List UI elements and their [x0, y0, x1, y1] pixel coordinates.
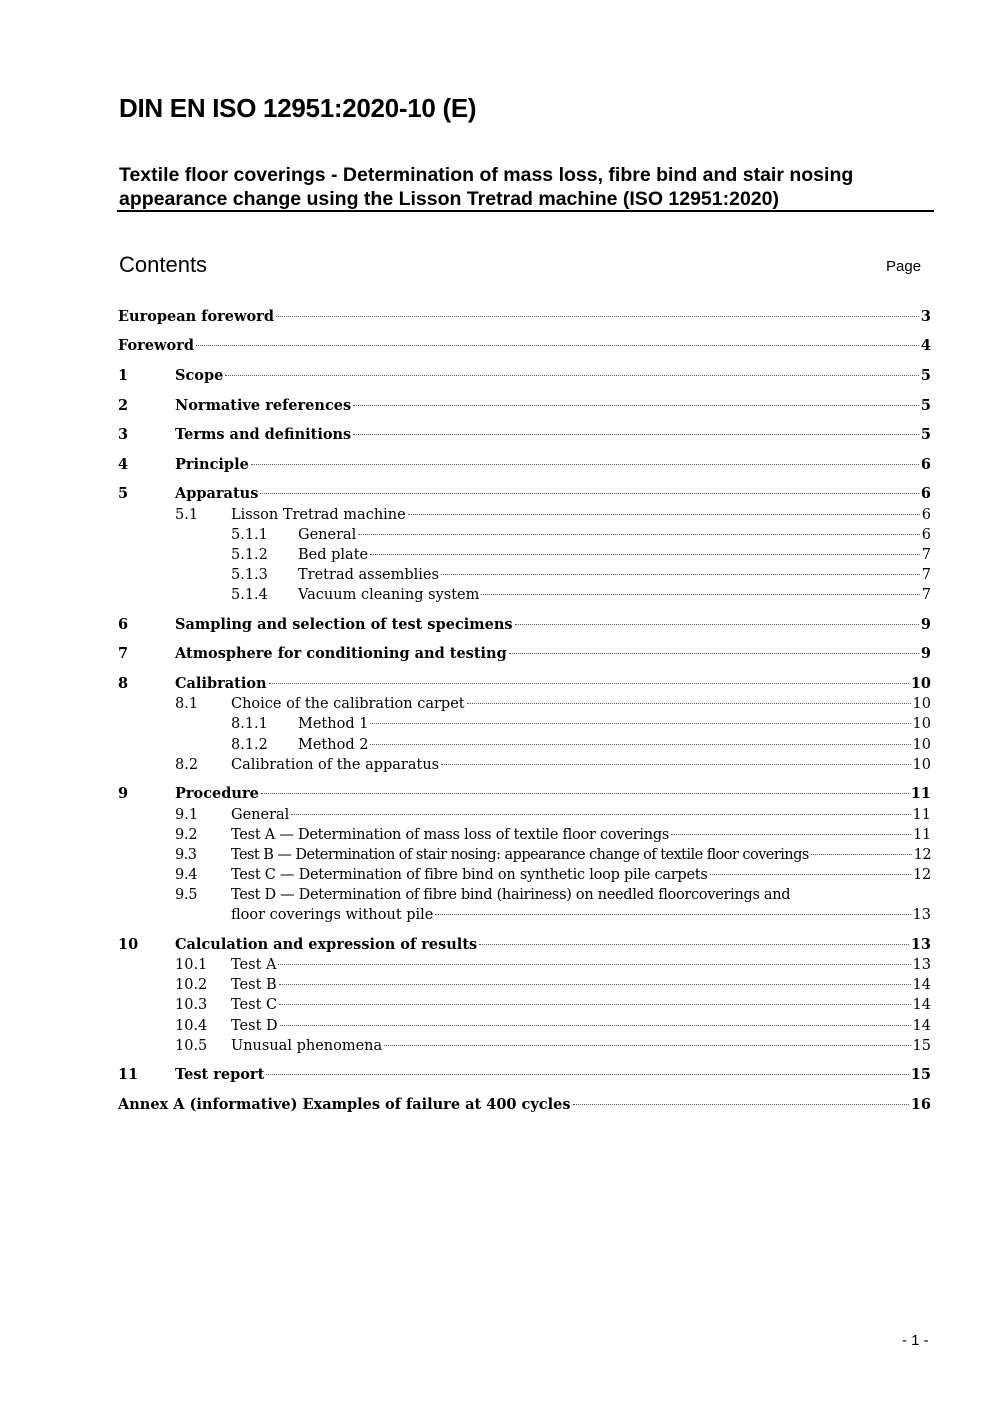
toc-title: Vacuum cleaning system	[298, 587, 480, 603]
toc-title: European foreword	[118, 308, 274, 325]
toc-number: 8.2	[175, 757, 199, 773]
toc-title: Method 1	[298, 716, 369, 732]
toc-title: Annex A (informative) Examples of failure at 400 cycles	[118, 1096, 571, 1113]
toc-page: 10	[910, 675, 931, 692]
toc-entry-9-5[interactable]	[118, 885, 931, 905]
toc-number: 5.1.3	[231, 567, 268, 583]
toc-entry-5-1-1[interactable]	[118, 525, 931, 545]
toc-entry-foreword[interactable]	[118, 336, 931, 356]
dot-leader	[811, 853, 912, 855]
page-number: - 1 -	[902, 1332, 929, 1349]
toc-entry-11[interactable]	[118, 1065, 931, 1085]
toc-title: Sampling and selection of test specimens	[175, 616, 513, 633]
toc-number: 11	[118, 1066, 139, 1083]
dot-leader	[260, 492, 919, 494]
toc-page: 16	[910, 1096, 931, 1113]
toc-number: 10.1	[175, 957, 208, 973]
toc-number: 2	[118, 397, 129, 414]
toc-entry-10-1[interactable]	[118, 955, 931, 975]
toc-page: 5	[920, 426, 931, 443]
dot-leader	[278, 963, 910, 965]
toc-number: 1	[118, 367, 129, 384]
toc-entry-9-4[interactable]	[118, 865, 931, 885]
toc-title: Terms and definitions	[175, 426, 352, 443]
dot-leader	[276, 315, 919, 317]
toc-number: 9	[118, 785, 129, 802]
toc-entry-5-1-3[interactable]	[118, 565, 931, 585]
toc-entry-10-2[interactable]	[118, 975, 931, 995]
toc-page: 6	[921, 527, 931, 543]
toc-page: 3	[920, 308, 931, 325]
toc-page: 14	[912, 977, 931, 993]
toc-title: Principle	[175, 456, 249, 473]
dot-leader	[251, 463, 919, 465]
toc-entry-8[interactable]	[118, 674, 931, 694]
subtitle-line-2: appearance change using the Lisson Tretrad machine (ISO 12951:2020)	[119, 188, 779, 210]
toc-page: 13	[910, 936, 931, 953]
dot-leader	[573, 1103, 909, 1105]
toc-entry-1[interactable]	[118, 366, 931, 386]
toc-page: 14	[912, 997, 931, 1013]
dot-leader	[408, 513, 920, 515]
toc-title: Unusual phenomena	[231, 1038, 383, 1054]
toc-entry-annex-a[interactable]	[118, 1095, 931, 1115]
toc-number: 5.1.2	[231, 547, 268, 563]
toc-number: 4	[118, 456, 129, 473]
toc-number: 10.3	[175, 997, 208, 1013]
toc-title: Test A	[231, 957, 277, 973]
toc-entry-8-1-2[interactable]	[118, 735, 931, 755]
toc-number: 8	[118, 675, 129, 692]
toc-number: 5.1.4	[231, 587, 268, 603]
dot-leader	[467, 702, 911, 704]
toc-page: 7	[921, 587, 931, 603]
toc-number: 10	[118, 936, 139, 953]
toc-page: 7	[921, 567, 931, 583]
page-column-label: Page	[886, 258, 922, 275]
toc-entry-9-1[interactable]	[118, 805, 931, 825]
toc-title: Choice of the calibration carpet	[231, 696, 465, 712]
dot-leader	[370, 722, 910, 724]
toc-entry-8-1[interactable]	[118, 694, 931, 714]
toc-title: Normative references	[175, 397, 352, 414]
toc-entry-6[interactable]	[118, 615, 931, 635]
dot-leader	[261, 792, 909, 794]
dot-leader	[225, 374, 919, 376]
toc-title: Scope	[175, 367, 224, 384]
toc-page: 7	[921, 547, 931, 563]
toc-page: 5	[920, 397, 931, 414]
toc-number: 8.1	[175, 696, 199, 712]
toc-entry-10-3[interactable]	[118, 995, 931, 1015]
dot-leader	[291, 813, 910, 815]
toc-page: 11	[910, 785, 931, 802]
toc-number: 9.1	[175, 807, 199, 823]
toc-title: Calibration	[175, 675, 267, 692]
dot-leader	[279, 1003, 910, 1005]
toc-title: Tretrad assemblies	[298, 567, 439, 583]
toc-page: 6	[920, 456, 931, 473]
toc-page: 11	[912, 807, 931, 823]
toc-number: 7	[118, 645, 129, 662]
toc-page: 10	[912, 737, 931, 753]
toc-entry-9-2[interactable]	[118, 825, 931, 845]
toc-entry-9-3[interactable]	[118, 845, 931, 865]
toc-entry-european-foreword[interactable]	[118, 307, 931, 327]
dot-leader	[441, 763, 910, 765]
toc-number: 9.3	[175, 847, 197, 863]
toc-entry-8-1-1[interactable]	[118, 714, 931, 734]
document-subtitle	[119, 163, 934, 211]
dot-leader	[509, 652, 919, 654]
dot-leader	[370, 553, 920, 555]
toc-page: 10	[912, 696, 931, 712]
toc-entry-5-1-4[interactable]	[118, 585, 931, 605]
toc-number: 5.1	[175, 507, 199, 523]
dot-leader	[266, 1073, 909, 1075]
toc-title: Apparatus	[175, 485, 259, 502]
toc-page: 11	[913, 827, 931, 843]
toc-page: 10	[912, 757, 931, 773]
toc-number: 10.5	[175, 1038, 208, 1054]
toc-page: 9	[920, 645, 931, 662]
toc-number: 9.4	[175, 867, 198, 883]
toc-page: 13	[912, 907, 931, 923]
toc-title: Calculation and expression of results	[175, 936, 478, 953]
toc-page: 12	[913, 847, 931, 863]
toc-title: General	[298, 527, 357, 543]
toc-page: 6	[920, 485, 931, 502]
toc-number: 10.4	[175, 1018, 208, 1034]
dot-leader	[479, 943, 909, 945]
toc-entry-9-5-continued[interactable]	[118, 905, 931, 925]
toc-entry-8-2[interactable]	[118, 755, 931, 775]
toc-page: 14	[912, 1018, 931, 1034]
toc-page: 12	[913, 867, 931, 883]
title-underline	[117, 210, 934, 212]
toc-entry-3[interactable]	[118, 425, 931, 445]
toc-title-continued: floor coverings without pile	[231, 907, 434, 923]
dot-leader	[269, 682, 909, 684]
dot-leader	[481, 593, 919, 595]
dot-leader	[441, 573, 920, 575]
toc-title: Test B — Determination of stair nosing: appearance change of textile floor coverings	[231, 847, 809, 863]
toc-title: Atmosphere for conditioning and testing	[175, 645, 507, 662]
toc-title: Test A — Determination of mass loss of textile floor coverings	[231, 827, 670, 843]
toc-title: Test D	[231, 1018, 278, 1034]
toc-title: Test D — Determination of fibre bind (hairiness) on needled floorcoverings and	[231, 887, 791, 903]
toc-entry-10-4[interactable]	[118, 1016, 931, 1036]
toc-number: 3	[118, 426, 129, 443]
toc-page: 15	[912, 1038, 931, 1054]
toc-title: Bed plate	[298, 547, 369, 563]
dot-leader	[279, 983, 911, 985]
dot-leader	[384, 1044, 910, 1046]
toc-page: 10	[912, 716, 931, 732]
toc-number: 5.1.1	[231, 527, 268, 543]
dot-leader	[370, 743, 910, 745]
toc-number: 9.5	[175, 887, 198, 903]
toc-number: 10.2	[175, 977, 208, 993]
toc-title: Calibration of the apparatus	[231, 757, 440, 773]
toc-number: 6	[118, 616, 129, 633]
toc-entry-4[interactable]	[118, 455, 931, 475]
dot-leader	[435, 913, 910, 915]
dot-leader	[358, 533, 919, 535]
toc-title: Test B	[231, 977, 277, 993]
toc-number: 9.2	[175, 827, 198, 843]
toc-number: 8.1.2	[231, 737, 268, 753]
toc-title: Foreword	[118, 337, 194, 354]
dot-leader	[710, 873, 912, 875]
dot-leader	[671, 833, 911, 835]
document-id: DIN EN ISO 12951:2020-10 (E)	[119, 93, 477, 123]
toc-page: 13	[912, 957, 931, 973]
subtitle-line-1: Textile floor coverings - Determination of mass loss, fibre bind and stair nosing	[119, 164, 854, 186]
toc-title: Method 2	[298, 737, 369, 753]
dot-leader	[280, 1024, 911, 1026]
toc-page: 15	[910, 1066, 931, 1083]
toc-title: Procedure	[175, 785, 259, 802]
toc-title: Test C — Determination of fibre bind on synthetic loop pile carpets	[231, 867, 708, 883]
toc-title: Test report	[175, 1066, 265, 1083]
toc-number: 8.1.1	[231, 716, 268, 732]
toc-entry-9[interactable]	[118, 784, 931, 804]
dot-leader	[515, 623, 919, 625]
toc-page: 4	[920, 337, 931, 354]
toc-title: General	[231, 807, 290, 823]
toc-entry-5-1-2[interactable]	[118, 545, 931, 565]
toc-entry-7[interactable]	[118, 644, 931, 664]
toc-entry-5-1[interactable]	[118, 505, 931, 525]
toc-title: Lisson Tretrad machine	[231, 507, 406, 523]
contents-heading: Contents	[119, 252, 208, 277]
toc-entry-10[interactable]	[118, 935, 931, 955]
dot-leader	[353, 404, 919, 406]
dot-leader	[196, 344, 919, 346]
toc-page: 6	[921, 507, 931, 523]
toc-entry-10-5[interactable]	[118, 1036, 931, 1056]
toc-page: 9	[920, 616, 931, 633]
toc-entry-5[interactable]	[118, 484, 931, 504]
toc-page: 5	[920, 367, 931, 384]
toc-entry-2[interactable]	[118, 396, 931, 416]
toc-title: Test C	[231, 997, 278, 1013]
dot-leader	[353, 433, 919, 435]
toc-number: 5	[118, 485, 129, 502]
